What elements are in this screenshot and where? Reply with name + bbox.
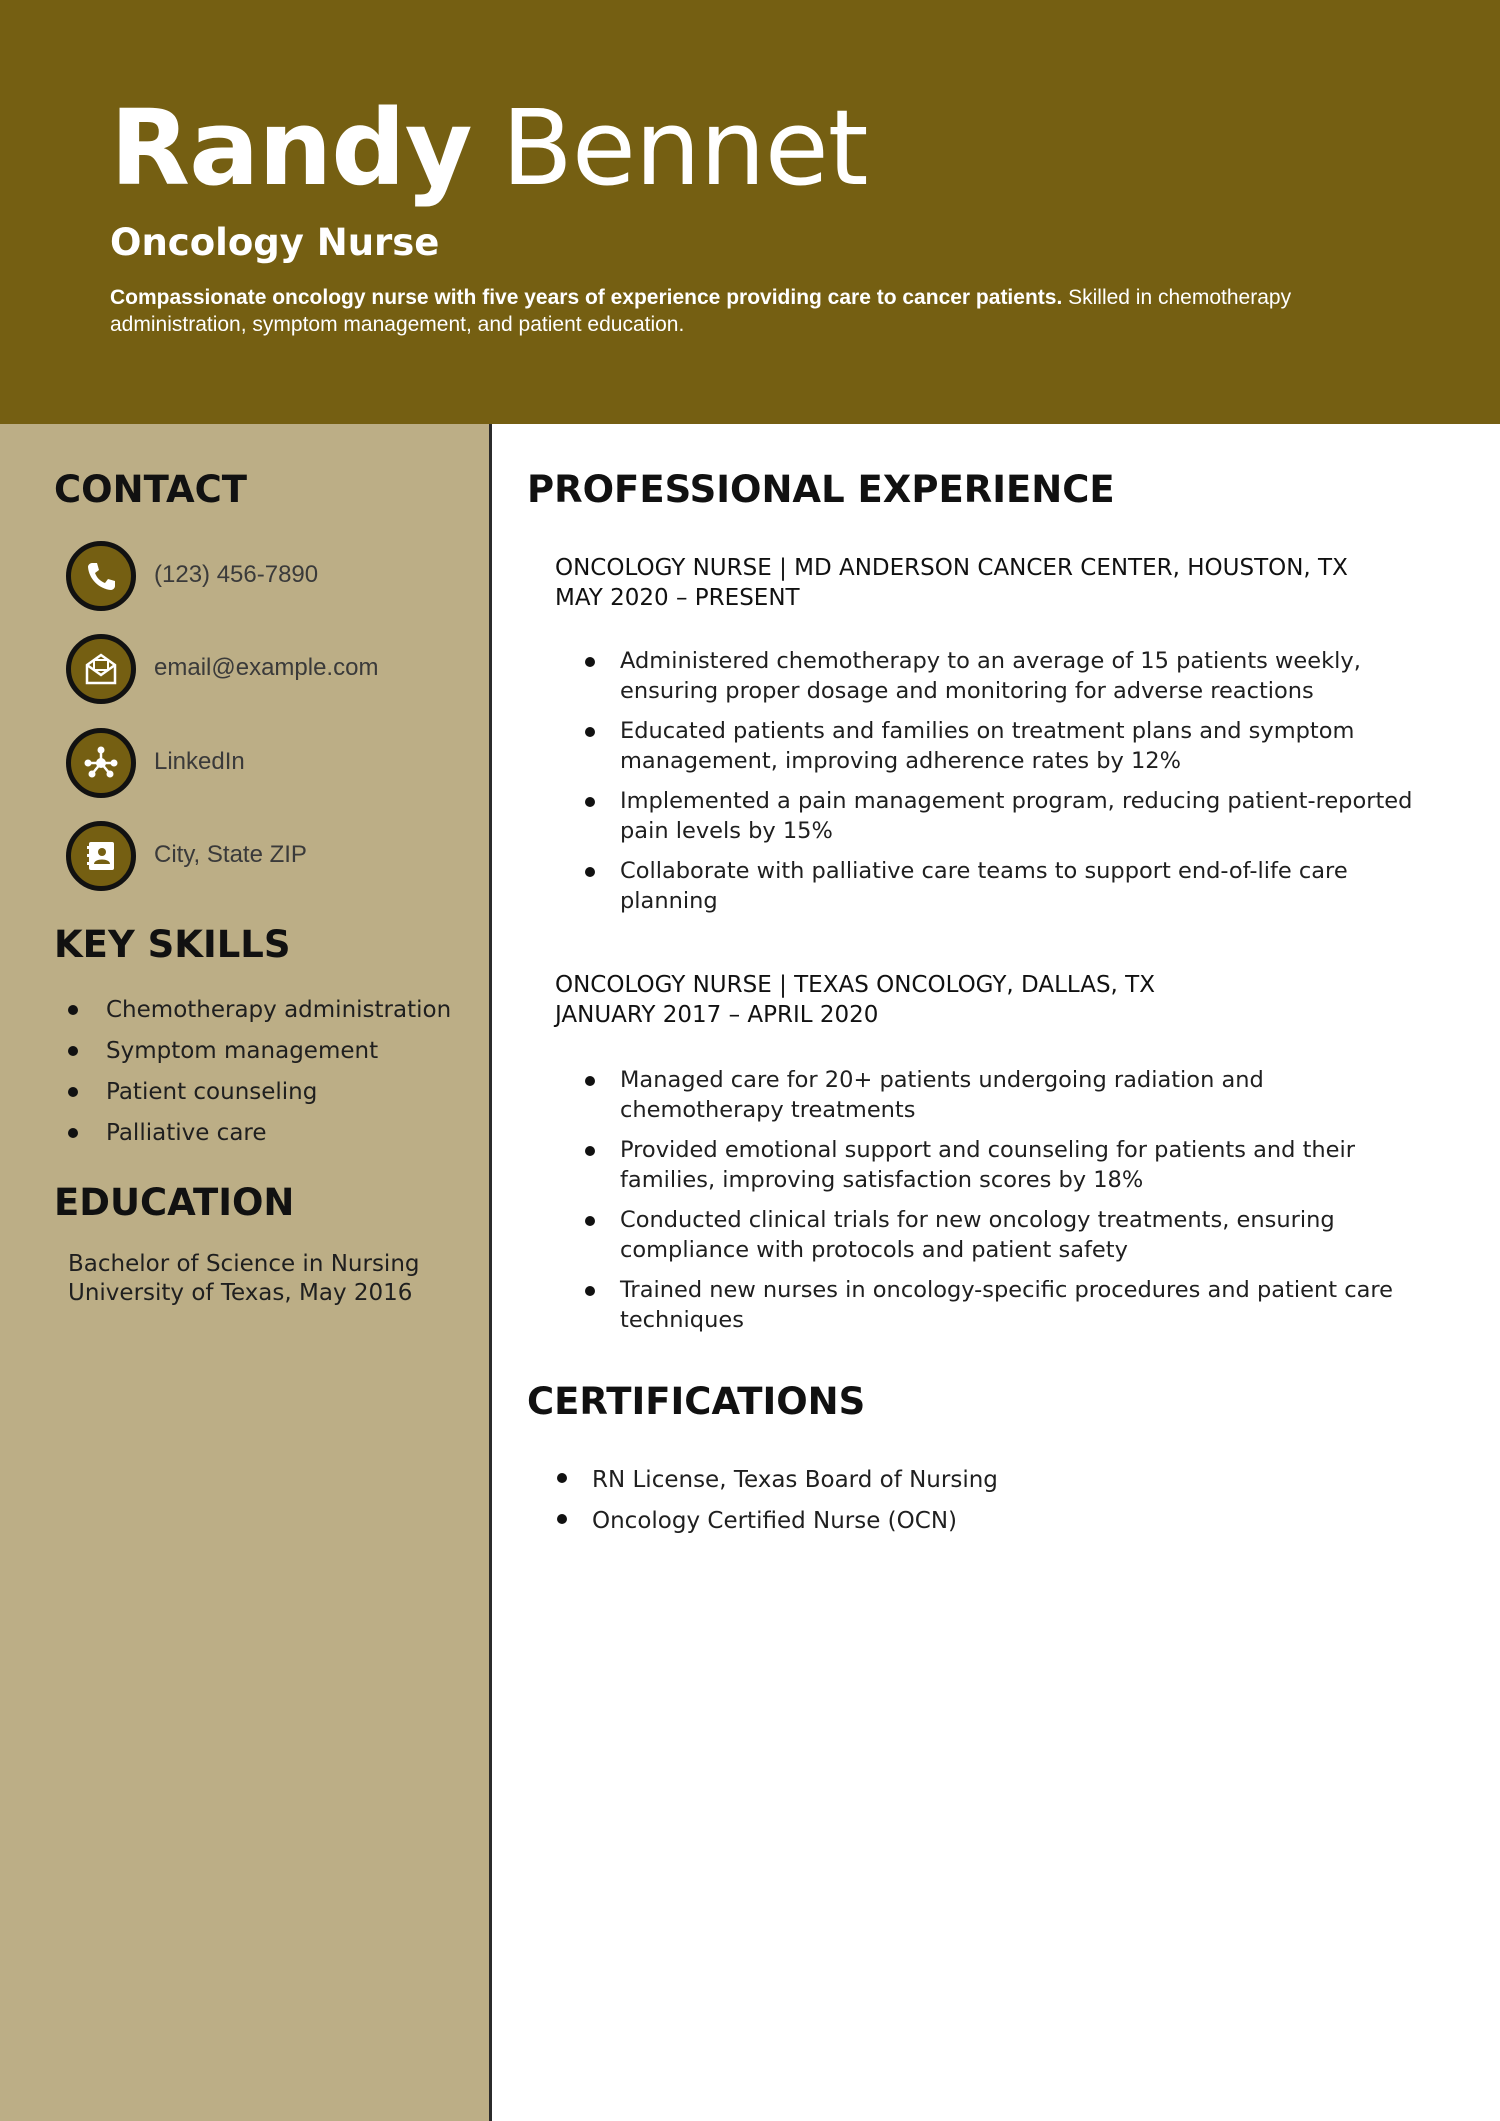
contact-email: [66, 634, 466, 704]
header-banner: [0, 0, 1500, 424]
email-icon: [66, 634, 136, 704]
first-name: Randy: [110, 87, 472, 209]
linkedin-network-icon: [66, 728, 136, 798]
job-bullet: Implemented a pain management program, reducing patient-reported pain levels by 15%: [585, 786, 1415, 846]
contact-linkedin: [66, 728, 466, 798]
contact-phone: [66, 541, 466, 611]
linkedin-text[interactable]: LinkedIn: [154, 748, 245, 775]
summary-rest: Skilled in chemotherapy administration, symptom management, and patient education.: [110, 286, 1292, 336]
summary: [110, 284, 1410, 338]
education-school: University of Texas, May 2016: [68, 1280, 413, 1306]
experience-heading: PROFESSIONAL EXPERIENCE: [527, 468, 1115, 511]
skill-item: Patient counseling: [68, 1072, 478, 1113]
skill-item: Symptom management: [68, 1031, 478, 1072]
job-dates: MAY 2020 – PRESENT: [555, 585, 800, 611]
email-text[interactable]: email@example.com: [154, 654, 379, 681]
column-divider: [489, 424, 492, 2121]
job-bullet: Administered chemotherapy to an average of 15 patients weekly, ensuring proper dosage and monitoring for adverse reactions: [585, 646, 1415, 706]
certifications-heading: CERTIFICATIONS: [527, 1380, 866, 1423]
phone-text[interactable]: (123) 456-7890: [154, 561, 319, 588]
skills-heading: KEY SKILLS: [54, 923, 291, 966]
job-header: [555, 970, 1455, 1030]
phone-icon: [66, 541, 136, 611]
job-bullets: [585, 646, 1415, 926]
address-book-icon: [66, 821, 136, 891]
summary-bold: Compassionate oncology nurse with five years of experience providing care to cancer patients.: [110, 286, 1063, 309]
job-header: [555, 553, 1455, 613]
job-dates: JANUARY 2017 – APRIL 2020: [555, 1002, 879, 1028]
education-entry: [68, 1250, 468, 1308]
contact-address: [66, 821, 466, 891]
job-title-line: ONCOLOGY NURSE | TEXAS ONCOLOGY, DALLAS, TX: [555, 972, 1155, 998]
skill-item: Chemotherapy administration: [68, 990, 478, 1031]
education-heading: EDUCATION: [54, 1181, 295, 1224]
job-bullet: Collaborate with palliative care teams to support end-of-life care planning: [585, 856, 1415, 916]
certification-item: Oncology Certified Nurse (OCN): [557, 1501, 1407, 1542]
contact-heading: CONTACT: [54, 468, 247, 511]
job-title: Oncology Nurse: [110, 221, 440, 264]
candidate-name: [110, 88, 867, 208]
job-title-line: ONCOLOGY NURSE | MD ANDERSON CANCER CENTER, HOUSTON, TX: [555, 555, 1348, 581]
job-bullet: Managed care for 20+ patients undergoing radiation and chemotherapy treatments: [585, 1065, 1415, 1125]
last-name: Bennet: [501, 87, 868, 209]
address-text: City, State ZIP: [154, 841, 307, 868]
skills-list: [68, 990, 478, 1154]
certification-item: RN License, Texas Board of Nursing: [557, 1460, 1407, 1501]
job-bullet: Provided emotional support and counseling for patients and their families, improving satisfaction scores by 18%: [585, 1135, 1415, 1195]
job-bullet: Conducted clinical trials for new oncology treatments, ensuring compliance with protocols and patient safety: [585, 1205, 1415, 1265]
education-degree: Bachelor of Science in Nursing: [68, 1251, 420, 1277]
skill-item: Palliative care: [68, 1113, 478, 1154]
job-bullet: Educated patients and families on treatment plans and symptom management, improving adherence rates by 12%: [585, 716, 1415, 776]
certifications-list: [557, 1460, 1407, 1542]
job-bullet: Trained new nurses in oncology-specific procedures and patient care techniques: [585, 1275, 1415, 1335]
job-bullets: [585, 1065, 1415, 1345]
